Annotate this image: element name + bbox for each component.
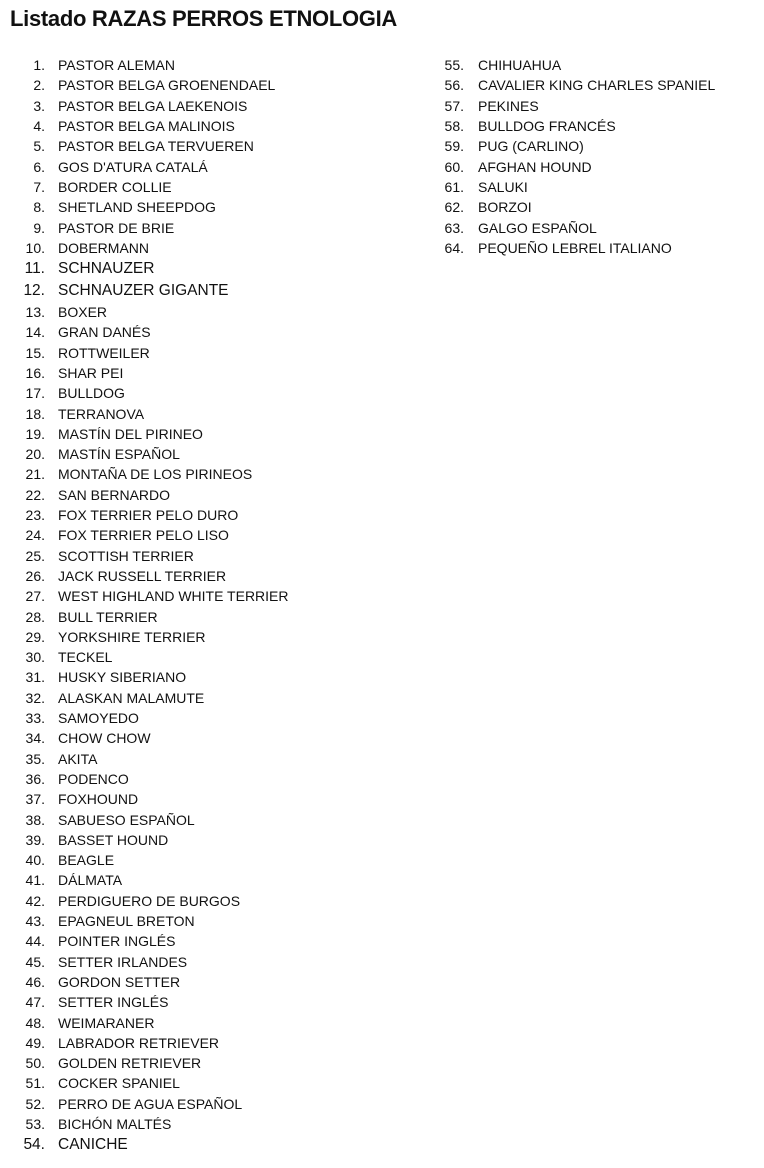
list-item-breed-name: ALASKAN MALAMUTE	[58, 689, 205, 706]
list-item-number: 50.	[25, 1055, 45, 1072]
list-item-breed-name: PUG (CARLINO)	[478, 138, 584, 155]
list-item	[0, 444, 440, 464]
list-item	[0, 485, 440, 505]
list-item-number: 47.	[25, 994, 45, 1011]
list-item-breed-name: TERRANOVA	[58, 405, 145, 422]
list-item-breed-name: JACK RUSSELL TERRIER	[58, 567, 227, 584]
list-item-number: 24.	[25, 527, 45, 544]
list-item-number: 60.	[444, 158, 464, 175]
list-item-breed-name: EPAGNEUL BRETON	[58, 913, 195, 930]
list-item	[0, 749, 440, 769]
list-item	[0, 606, 440, 626]
list-item	[0, 363, 440, 383]
list-item-number: 43.	[25, 913, 45, 930]
list-item-breed-name: SAN BERNARDO	[58, 486, 171, 503]
list-item-number: 13.	[25, 304, 45, 321]
list-item-breed-name: PEQUEÑO LEBREL ITALIANO	[478, 239, 672, 256]
list-item	[0, 830, 440, 850]
list-item-number: 38.	[25, 811, 45, 828]
list-item-number: 8.	[33, 199, 45, 216]
list-item-breed-name: DÁLMATA	[58, 872, 123, 889]
list-item	[0, 870, 440, 890]
list-item-breed-name: HUSKY SIBERIANO	[58, 669, 187, 686]
list-item-breed-name: CANICHE	[58, 1136, 128, 1154]
list-item-breed-name: PASTOR BELGA TERVUEREN	[58, 138, 254, 155]
list-item-breed-name: PERRO DE AGUA ESPAÑOL	[58, 1095, 243, 1112]
list-item-number: 3.	[33, 97, 45, 114]
list-item-breed-name: PEKINES	[478, 97, 539, 114]
list-item-breed-name: BEAGLE	[58, 852, 115, 869]
list-item	[0, 951, 440, 971]
list-item	[0, 136, 764, 156]
list-item-breed-name: BORDER COLLIE	[58, 178, 172, 195]
list-item-breed-name: SETTER INGLÉS	[58, 994, 169, 1011]
list-item-number: 40.	[25, 852, 45, 869]
list-item-breed-name: SALUKI	[478, 178, 528, 195]
list-item-number: 63.	[444, 219, 464, 236]
list-item	[0, 424, 440, 444]
list-item-breed-name: TECKEL	[58, 649, 113, 666]
list-item-number: 4.	[33, 118, 45, 135]
list-item	[0, 464, 440, 484]
list-item	[0, 302, 440, 322]
list-item-breed-name: CHOW CHOW	[58, 730, 151, 747]
list-item-breed-name: WEIMARANER	[58, 1014, 155, 1031]
list-item-number: 64.	[444, 239, 464, 256]
list-item-breed-name: MONTAÑA DE LOS PIRINEOS	[58, 466, 253, 483]
list-item-number: 56.	[444, 77, 464, 94]
list-item-number: 2.	[33, 77, 45, 94]
list-item-number: 27.	[25, 588, 45, 605]
list-item-breed-name: CHIHUAHUA	[478, 57, 562, 74]
list-item-breed-name: YORKSHIRE TERRIER	[58, 628, 206, 645]
list-item-number: 11.	[24, 259, 45, 277]
list-item	[0, 566, 440, 586]
list-item-number: 23.	[25, 507, 45, 524]
list-item-breed-name: PASTOR DE BRIE	[58, 219, 175, 236]
list-item-breed-name: PASTOR ALEMAN	[58, 57, 175, 74]
list-item-number: 33.	[25, 710, 45, 727]
list-item	[0, 627, 440, 647]
list-item-breed-name: GRAN DANÉS	[58, 324, 151, 341]
list-item-number: 37.	[25, 791, 45, 808]
list-item-number: 39.	[25, 831, 45, 848]
list-item-breed-name: PASTOR BELGA LAEKENOIS	[58, 97, 248, 114]
list-item-breed-name: SCHNAUZER	[58, 259, 155, 277]
list-item-breed-name: SCOTTISH TERRIER	[58, 547, 194, 564]
list-item-breed-name: BORZOI	[478, 199, 532, 216]
list-item-number: 20.	[25, 446, 45, 463]
list-item-breed-name: MASTÍN DEL PIRINEO	[58, 425, 203, 442]
list-item	[0, 708, 440, 728]
list-item	[0, 505, 440, 525]
list-item	[0, 789, 440, 809]
list-item-number: 12.	[23, 281, 45, 299]
list-item-breed-name: PASTOR BELGA GROENENDAEL	[58, 77, 276, 94]
list-item-number: 46.	[25, 973, 45, 990]
list-item-number: 31.	[25, 669, 45, 686]
list-item-breed-name: BULLDOG FRANCÉS	[478, 118, 616, 135]
list-item-breed-name: WEST HIGHLAND WHITE TERRIER	[58, 588, 289, 605]
list-item	[0, 911, 440, 931]
list-item-breed-name: POINTER INGLÉS	[58, 933, 176, 950]
list-item-breed-name: FOXHOUND	[58, 791, 139, 808]
list-item-number: 10.	[25, 239, 45, 256]
list-item-breed-name: GORDON SETTER	[58, 973, 181, 990]
list-item-breed-name: LABRADOR RETRIEVER	[58, 1034, 220, 1051]
list-item-number: 9.	[33, 219, 45, 236]
list-item-breed-name: DOBERMANN	[58, 239, 150, 256]
list-item	[0, 769, 440, 789]
list-item-breed-name: ROTTWEILER	[58, 344, 150, 361]
list-item	[0, 891, 440, 911]
list-item-breed-name: CAVALIER KING CHARLES SPANIEL	[478, 77, 716, 94]
list-item-number: 29.	[25, 628, 45, 645]
list-item	[0, 238, 764, 258]
list-item-number: 16.	[25, 365, 45, 381]
list-item-number: 14.	[25, 324, 45, 341]
list-item-number: 18.	[25, 405, 45, 422]
list-item-number: 54.	[23, 1136, 45, 1154]
list-item-number: 22.	[25, 486, 45, 503]
list-item	[0, 546, 440, 566]
list-item-number: 41.	[25, 872, 45, 889]
list-item-breed-name: BULL TERRIER	[58, 608, 158, 625]
list-item	[0, 525, 440, 545]
list-item-breed-name: SABUESO ESPAÑOL	[58, 811, 195, 828]
breed-list-right	[0, 55, 764, 258]
list-item-number: 53.	[25, 1115, 45, 1132]
list-item-number: 62.	[444, 199, 464, 216]
list-item	[0, 1134, 440, 1156]
list-item-number: 17.	[25, 385, 45, 402]
list-item-breed-name: SHAR PEI	[58, 365, 124, 381]
list-item-breed-name: SCHNAUZER GIGANTE	[58, 281, 229, 299]
list-item-breed-name: GOLDEN RETRIEVER	[58, 1055, 202, 1072]
list-item-breed-name: AFGHAN HOUND	[478, 158, 592, 175]
list-item	[0, 1033, 440, 1053]
list-item-breed-name: FOX TERRIER PELO DURO	[58, 507, 239, 524]
list-item	[0, 972, 440, 992]
list-item-number: 55.	[444, 57, 464, 74]
list-item-number: 19.	[25, 425, 45, 442]
list-item-breed-name: BICHÓN MALTÉS	[58, 1115, 172, 1132]
list-item	[0, 688, 440, 708]
list-item	[0, 1073, 440, 1093]
list-item-number: 44.	[25, 933, 45, 950]
list-item	[0, 75, 764, 95]
list-item-number: 15.	[25, 344, 45, 361]
list-item-number: 52.	[25, 1095, 45, 1112]
list-item	[0, 217, 764, 237]
list-item-number: 30.	[25, 649, 45, 666]
list-item-number: 28.	[25, 608, 45, 625]
list-item-number: 48.	[25, 1014, 45, 1031]
list-item	[0, 197, 764, 217]
list-item-number: 6.	[33, 158, 45, 175]
list-item	[0, 156, 764, 176]
document-title: Listado RAZAS PERROS ETNOLOGIA	[10, 6, 398, 31]
list-item-number: 49.	[25, 1034, 45, 1051]
list-item-breed-name: MASTÍN ESPAÑOL	[58, 446, 180, 463]
list-item-breed-name: AKITA	[58, 750, 98, 767]
list-item-number: 58.	[444, 118, 464, 135]
list-item	[0, 1114, 440, 1134]
list-item	[0, 647, 440, 667]
list-item-number: 5.	[33, 138, 45, 155]
list-item-number: 35.	[25, 750, 45, 767]
list-item	[0, 55, 764, 75]
list-item-breed-name: PASTOR BELGA MALINOIS	[58, 118, 235, 135]
list-item-breed-name: BULLDOG	[58, 385, 125, 402]
list-item-breed-name: SAMOYEDO	[58, 710, 139, 727]
list-item	[0, 116, 764, 136]
list-item-number: 45.	[25, 953, 45, 970]
list-item-number: 61.	[444, 178, 464, 195]
list-item-breed-name: PERDIGUERO DE BURGOS	[58, 892, 241, 909]
list-item	[0, 177, 764, 197]
list-item	[0, 992, 440, 1012]
list-item-breed-name: SETTER IRLANDES	[58, 953, 188, 970]
list-item-breed-name: SHETLAND SHEEPDOG	[58, 199, 216, 216]
list-item	[0, 280, 440, 302]
list-item	[0, 1012, 440, 1032]
list-item-number: 26.	[25, 567, 45, 584]
list-item	[0, 850, 440, 870]
list-item-number: 59.	[444, 138, 464, 155]
list-item	[0, 258, 440, 280]
list-item	[0, 1094, 440, 1114]
list-item	[0, 809, 440, 829]
list-item-breed-name: BASSET HOUND	[58, 831, 169, 848]
list-item	[0, 343, 440, 363]
list-item-breed-name: BOXER	[58, 304, 108, 321]
list-item-breed-name: GALGO ESPAÑOL	[478, 219, 597, 236]
list-item-number: 1.	[33, 57, 45, 74]
list-item-number: 25.	[25, 547, 45, 564]
list-item	[0, 931, 440, 951]
list-item-breed-name: COCKER SPANIEL	[58, 1075, 180, 1092]
list-item	[0, 1053, 440, 1073]
list-item-breed-name: PODENCO	[58, 770, 129, 787]
list-item	[0, 322, 440, 342]
list-item-number: 34.	[25, 730, 45, 747]
list-item	[0, 667, 440, 687]
list-item-breed-name: GOS D'ATURA CATALÁ	[58, 158, 208, 175]
list-item	[0, 728, 440, 748]
list-item-number: 32.	[25, 689, 45, 706]
list-item	[0, 586, 440, 606]
list-item-number: 51.	[25, 1075, 45, 1092]
list-item	[0, 96, 764, 116]
list-item-number: 7.	[33, 178, 45, 195]
list-item	[0, 383, 440, 403]
list-item-number: 36.	[25, 770, 45, 787]
list-item-number: 21.	[25, 466, 45, 483]
list-item-number: 42.	[25, 892, 45, 909]
list-item-breed-name: FOX TERRIER PELO LISO	[58, 527, 229, 544]
list-item	[0, 403, 440, 423]
list-item-number: 57.	[444, 97, 464, 114]
